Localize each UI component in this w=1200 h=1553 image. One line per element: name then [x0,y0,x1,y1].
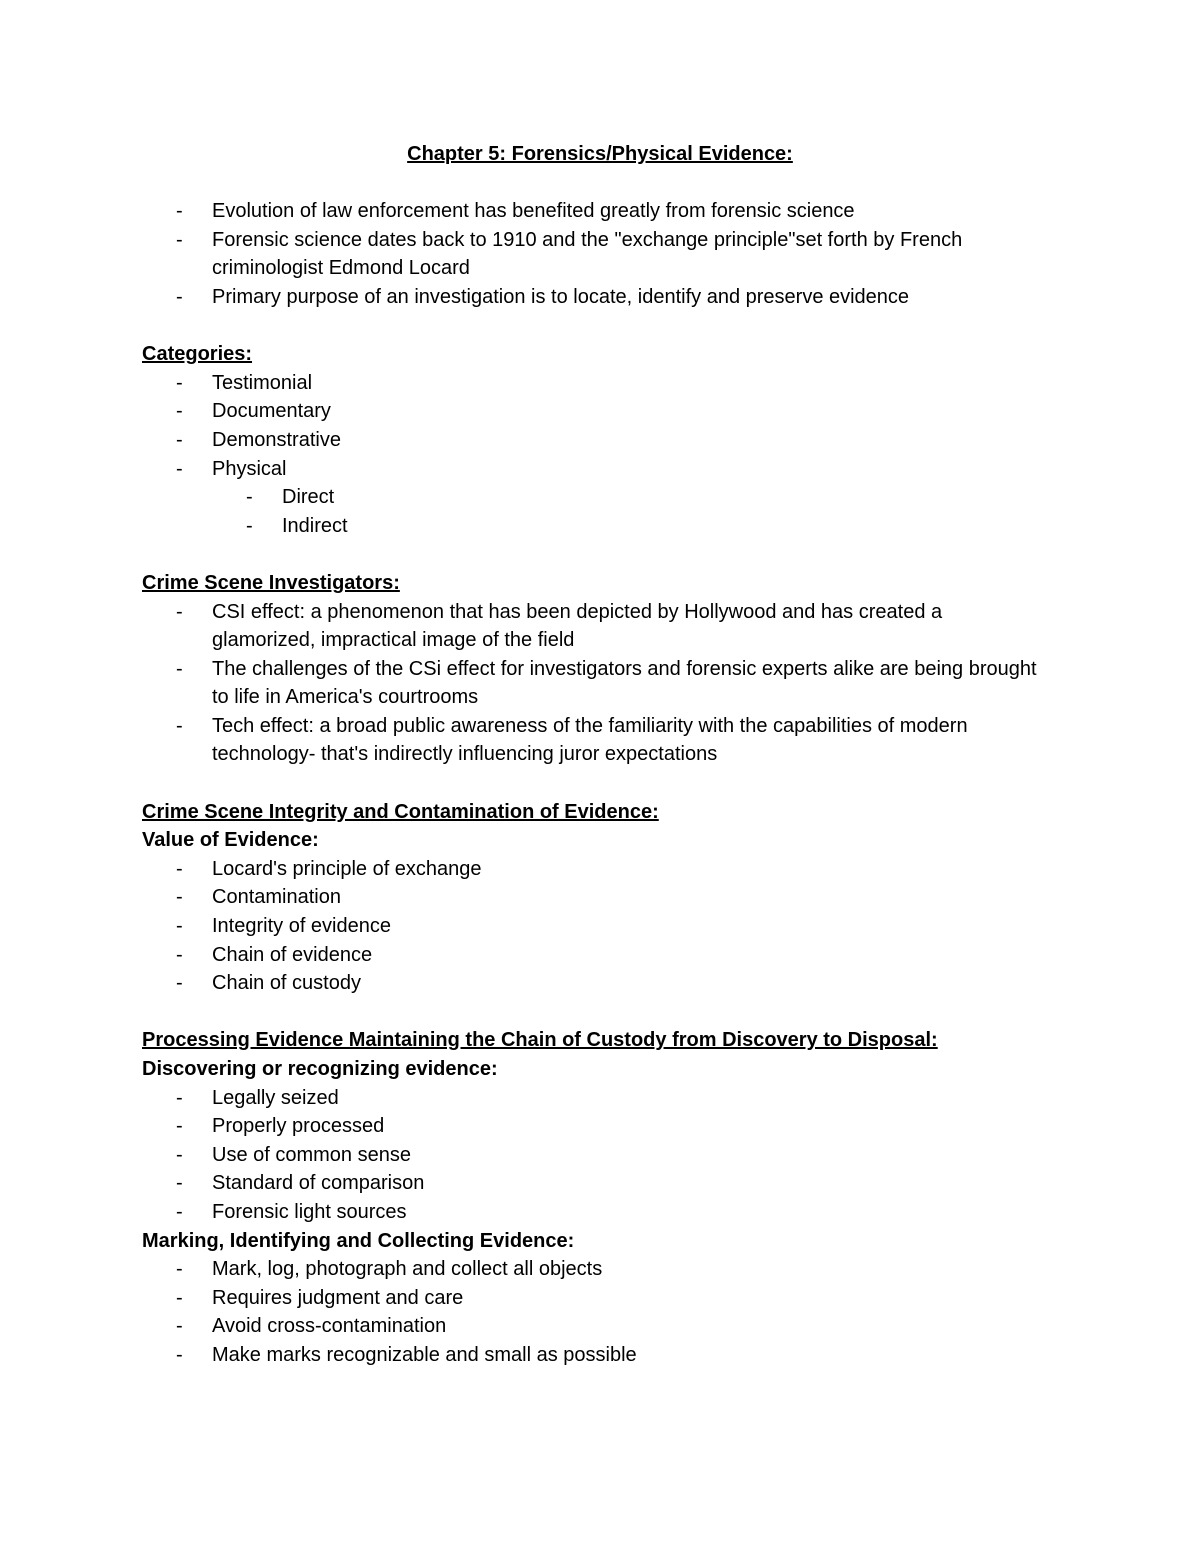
integrity-heading: Crime Scene Integrity and Contamination of Evidence: [142,800,659,823]
list-item: - The challenges of the CSi effect for investigators and forensic experts alike are being brought to life in America's courtrooms [142,655,1042,712]
value-of-evidence-subheading: Value of Evidence: [142,829,319,852]
csi-list [142,598,1042,770]
list-item: - Primary purpose of an investigation is to locate, identify and preserve evidence [142,283,1042,312]
list-item: - Documentary [142,397,1042,426]
list-item: - CSI effect: a phenomenon that has been depicted by Hollywood and has created a glamorized, impractical image of the field [142,598,1042,655]
list-item: - Forensic light sources [142,1198,1042,1227]
marking-subheading: Marking, Identifying and Collecting Evidence: [142,1229,575,1252]
value-of-evidence-list [142,855,1042,998]
list-item: - Integrity of evidence [142,912,1042,941]
list-item: - Make marks recognizable and small as possible [142,1341,1042,1370]
list-item: - Avoid cross-contamination [142,1312,1042,1341]
categories-heading: Categories: [142,343,253,366]
list-item: - Indirect [142,512,1042,541]
list-item: - Tech effect: a broad public awareness of the familiarity with the capabilities of modern technology- that's indirectly influencing juror expectations [142,712,1042,769]
discovering-subheading: Discovering or recognizing evidence: [142,1058,498,1080]
marking-list [142,1255,1042,1369]
discovering-list [142,1084,1042,1227]
physical-sublist [142,483,1042,540]
list-item: - Evolution of law enforcement has benefited greatly from forensic science [142,197,1042,226]
processing-heading: Processing Evidence Maintaining the Chain of Custody from Discovery to Disposal: [142,1029,938,1052]
list-item: - Legally seized [142,1084,1042,1113]
list-item: - Mark, log, photograph and collect all objects [142,1255,1042,1284]
list-item: - Chain of evidence [142,941,1042,970]
list-item: - Demonstrative [142,426,1042,455]
document-body [142,140,1042,1370]
list-item: - Testimonial [142,369,1042,398]
list-item: - Contamination [142,883,1042,912]
list-item: - Requires judgment and care [142,1284,1042,1313]
list-item: - Properly processed [142,1112,1042,1141]
list-item: - Use of common sense [142,1141,1042,1170]
page-title: Chapter 5: Forensics/Physical Evidence: [407,143,793,165]
csi-heading: Crime Scene Investigators: [142,571,400,594]
list-item: - Physical [142,455,1042,484]
list-item: - Standard of comparison [142,1169,1042,1198]
list-item: - Forensic science dates back to 1910 and the "exchange principle"set forth by French criminologist Edmond Locard [142,226,1042,283]
categories-list [142,369,1042,483]
list-item: - Chain of custody [142,969,1042,998]
list-item: - Locard's principle of exchange [142,855,1042,884]
list-item: - Direct [142,483,1042,512]
intro-list [142,197,1042,311]
